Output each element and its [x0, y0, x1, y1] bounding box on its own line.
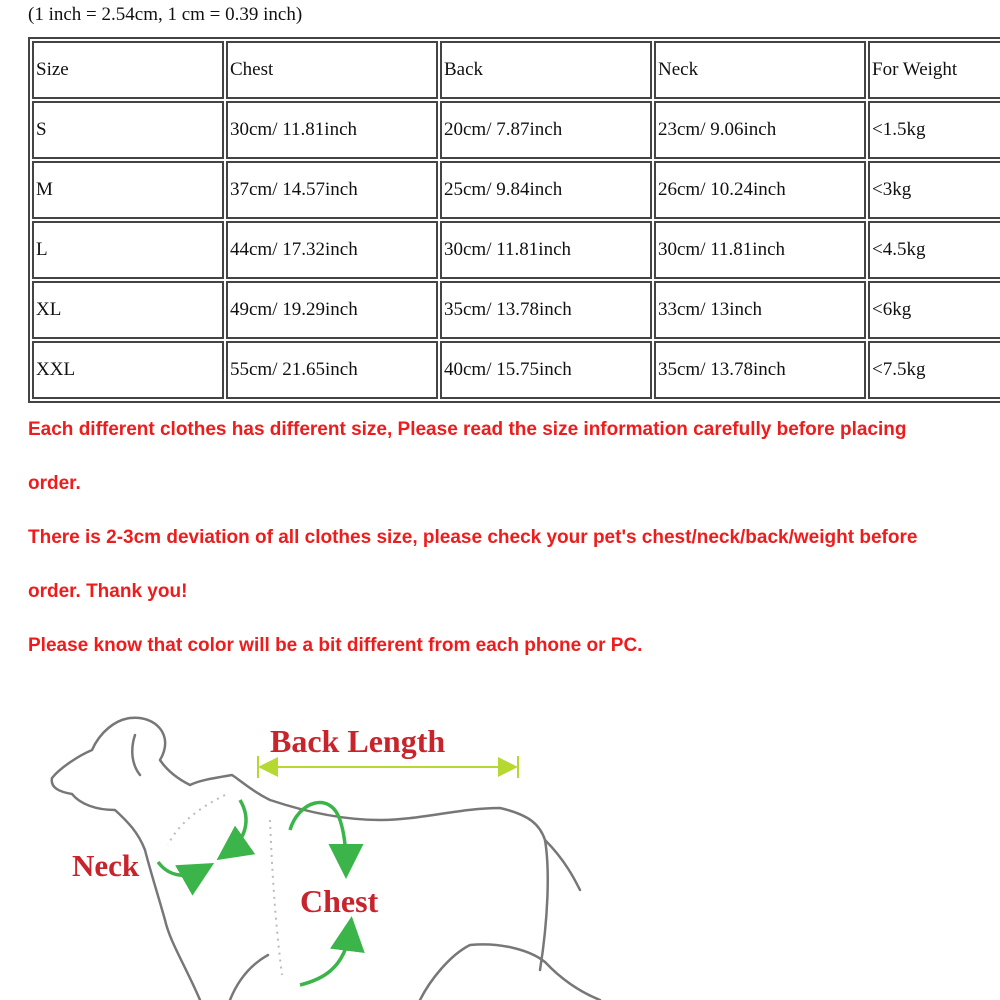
cell-weight: <7.5kg: [868, 341, 1000, 399]
header-chest: Chest: [226, 41, 438, 99]
table-header-row: [32, 41, 1000, 99]
dog-measurement-diagram: [0, 680, 700, 1000]
cell-back: 20cm/ 7.87inch: [440, 101, 652, 159]
neck-measure-line: [168, 795, 225, 845]
cell-chest: 37cm/ 14.57inch: [226, 161, 438, 219]
dog-ear: [132, 735, 140, 775]
cell-back: 30cm/ 11.81inch: [440, 221, 652, 279]
back-length-label: Back Length: [270, 723, 446, 759]
chest-arrow-lower: [300, 930, 350, 985]
cell-chest: 49cm/ 19.29inch: [226, 281, 438, 339]
cell-weight: <3kg: [868, 161, 1000, 219]
cell-neck: 30cm/ 11.81inch: [654, 221, 866, 279]
neck-label: Neck: [72, 848, 140, 883]
cell-neck: 26cm/ 10.24inch: [654, 161, 866, 219]
table-row: [32, 281, 1000, 339]
cell-chest: 30cm/ 11.81inch: [226, 101, 438, 159]
cell-neck: 33cm/ 13inch: [654, 281, 866, 339]
unit-conversion-note: (1 inch = 2.54cm, 1 cm = 0.39 inch): [28, 4, 303, 25]
header-size: Size: [32, 41, 224, 99]
cell-weight: <1.5kg: [868, 101, 1000, 159]
dog-tail: [545, 840, 580, 890]
table-row: [32, 341, 1000, 399]
cell-chest: 55cm/ 21.65inch: [226, 341, 438, 399]
cell-chest: 44cm/ 17.32inch: [226, 221, 438, 279]
header-back: Back: [440, 41, 652, 99]
header-weight: For Weight: [868, 41, 1000, 99]
cell-weight: <4.5kg: [868, 221, 1000, 279]
table-row: [32, 221, 1000, 279]
neck-arrow-upper: [228, 800, 246, 852]
cell-size: S: [32, 101, 224, 159]
cell-size: M: [32, 161, 224, 219]
cell-size: L: [32, 221, 224, 279]
header-neck: Neck: [654, 41, 866, 99]
cell-neck: 23cm/ 9.06inch: [654, 101, 866, 159]
size-chart-table: [28, 37, 1000, 403]
neck-arrow-lower: [158, 862, 202, 875]
chest-measure-line: [270, 820, 282, 975]
cell-weight: <6kg: [868, 281, 1000, 339]
table-row: [32, 101, 1000, 159]
note-size-warning: Each different clothes has different size, Please read the size information carefully before placing: [28, 419, 907, 440]
cell-back: 40cm/ 15.75inch: [440, 341, 652, 399]
note-deviation-cont: order. Thank you!: [28, 581, 188, 602]
cell-size: XL: [32, 281, 224, 339]
note-color: Please know that color will be a bit different from each phone or PC.: [28, 635, 643, 656]
note-deviation: There is 2-3cm deviation of all clothes size, please check your pet's chest/neck/back/weight before: [28, 527, 918, 548]
chest-label: Chest: [300, 883, 379, 919]
cell-neck: 35cm/ 13.78inch: [654, 341, 866, 399]
cell-back: 35cm/ 13.78inch: [440, 281, 652, 339]
note-size-warning-cont: order.: [28, 473, 81, 494]
cell-back: 25cm/ 9.84inch: [440, 161, 652, 219]
cell-size: XXL: [32, 341, 224, 399]
table-row: [32, 161, 1000, 219]
